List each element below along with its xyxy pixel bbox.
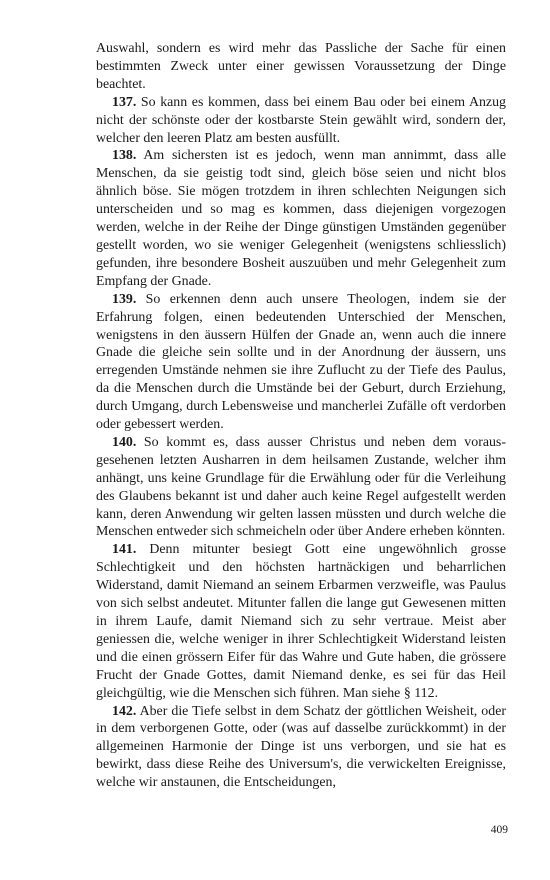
paragraph-text: Auswahl, sondern es wird mehr das Passliche der Sache für einen bestimmten Zweck unter einer gewissen Voraussetzung der Dinge beachtet.	[96, 41, 506, 92]
paragraph-number: 138.	[112, 148, 137, 164]
paragraph-text: Denn mitunter besiegt Gott eine ungewöhnlich grosse Schlechtigkeit und den höchsten hartnäckigen und beharrlichen Widerstand, damit Niemand an seinem Erbarmen verzweifle, was Paulus von sich selbst andeutet. Mitunter fallen die lange gut Gewesenen mitten in ihrem Laufe, damit Niemand sich zu sehr vertraue. Meist aber geniessen die, welche weniger in ihrer Schlechtigkeit Widerstand leisten und die einen grössern Eifer für das Wahre und Gute haben, die grössere Frucht der Gnade Gottes, damit Niemand denke, es sei für das Heil gleichgültig, wie die Menschen sich führen. Man siehe § 112.	[96, 542, 506, 701]
page-number: 409	[490, 824, 508, 836]
paragraph-139	[96, 291, 506, 434]
paragraph-text: So kann es kommen, dass bei einem Bau oder bei einem Anzug nicht der schönste oder der kostbarste Stein gewählt wird, sondern der, welcher den leeren Platz am besten ausfüllt.	[96, 94, 506, 146]
paragraph-number: 140.	[112, 434, 137, 450]
paragraph-140	[96, 434, 506, 541]
paragraph-138	[96, 147, 506, 290]
paragraph-141	[96, 541, 506, 702]
paragraph-137	[96, 94, 506, 148]
paragraph-text: So erkennen denn auch unsere Theologen, indem sie der Erfahrung folgen, einen bedeutenden Unterschied der Menschen, wenigstens in den äussern Hülfen der Gnade an, wenn auch die innere Gnade die gleiche sein sollte und in der Anordnung der äussern, uns erregenden Umstände nehmen sie ihre Zuflucht zu der Tiefe des Paulus, da die Menschen durch die Umstände bei der Geburt, durch Erziehung, durch Umgang, durch Lebensweise und mancherlei Zufälle oft verdorben oder gebessert werden.	[96, 291, 506, 433]
body-text	[96, 40, 506, 792]
paragraph-number: 142.	[112, 703, 137, 719]
paragraph-142	[96, 703, 506, 793]
paragraph-number: 139.	[112, 291, 137, 307]
paragraph-number: 141.	[112, 542, 137, 558]
paragraph-text: Am sichersten ist es jedoch, wenn man annimmt, dass alle Menschen, da sie geistig todt sind, gleich böse seien und nicht blos ähnlich böse. Sie mögen trotzdem in ihren schlechten Neigungen sich unterscheiden und so mag es kommen, dass diejenigen vorgezogen werden, welche in der Reihe der Dinge günstigen Umständen gegenüber gestellt worden, wo sie weniger Gelegenheit (wenigstens schliesslich) gefunden, ihre besondere Bosheit auszuüben und mehr Gelegenheit zum Empfang der Gnade.	[96, 148, 506, 289]
paragraph-number: 137.	[112, 94, 137, 110]
paragraph-continuation	[96, 40, 506, 94]
paragraph-text: So kommt es, dass ausser Christus und neben dem vorausgesehenen letzten Ausharren in dem heilsamen Zustande, welcher ihm anhängt, uns keine Grundlage für die Erwählung oder für die Verleihung des Glaubens bekannt ist und daher auch keine Regel aufgestellt werden kann, deren Anwendung wir gelten lassen müssten und durch welche die Menschen entweder sich schmeicheln oder über Andere erheben könnten.	[96, 434, 506, 540]
paragraph-text: Aber die Tiefe selbst in dem Schatz der göttlichen Weisheit, oder in dem verborgenen Gotte, oder (was auf dasselbe zurückkommt) in der allgemeinen Harmonie der Dinge ist uns verborgen, und sie hat es bewirkt, dass diese Reihe des Universum's, die verwickelten Ereignisse, welche wir anstaunen, die Entscheidungen,	[96, 703, 506, 791]
